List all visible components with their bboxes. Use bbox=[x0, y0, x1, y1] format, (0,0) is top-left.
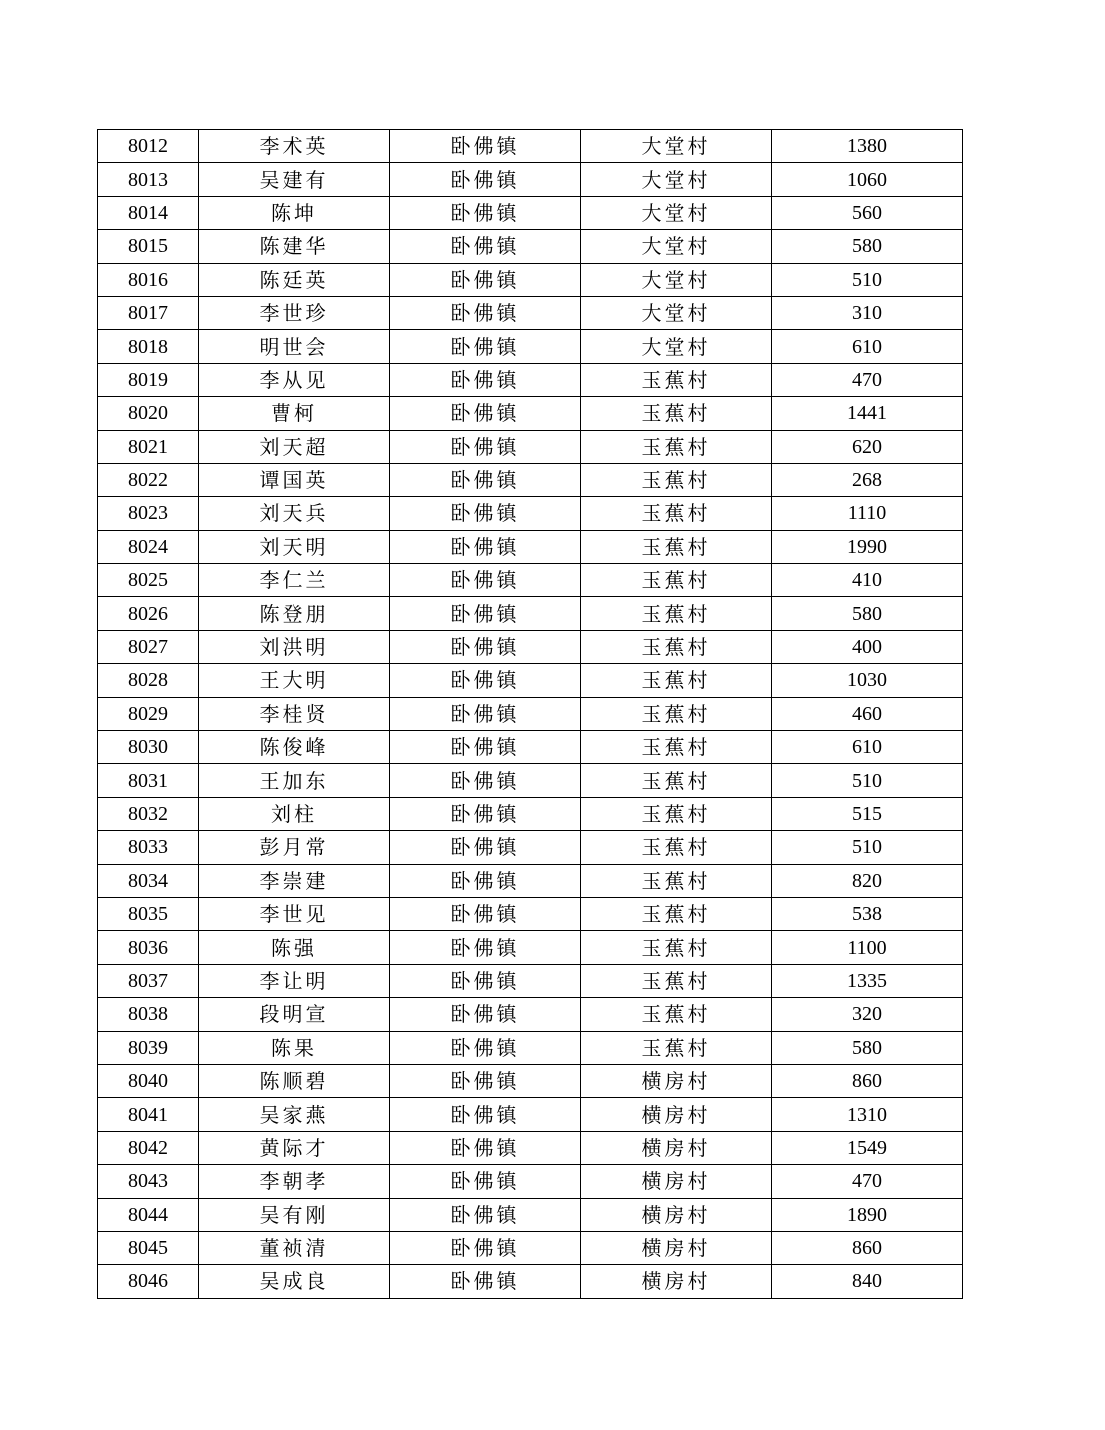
name-cell: 段明宣 bbox=[199, 998, 390, 1031]
table-row bbox=[98, 196, 963, 229]
row-id-cell: 8045 bbox=[98, 1231, 199, 1264]
town-cell: 卧佛镇 bbox=[390, 697, 581, 730]
village-cell: 横房村 bbox=[581, 1131, 772, 1164]
town-cell: 卧佛镇 bbox=[390, 864, 581, 897]
table-row bbox=[98, 1198, 963, 1231]
table-row bbox=[98, 1265, 963, 1298]
name-cell: 陈登朋 bbox=[199, 597, 390, 630]
name-cell: 李让明 bbox=[199, 964, 390, 997]
name-cell: 陈强 bbox=[199, 931, 390, 964]
amount-cell: 620 bbox=[772, 430, 963, 463]
name-cell: 李仁兰 bbox=[199, 564, 390, 597]
amount-cell: 1549 bbox=[772, 1131, 963, 1164]
town-cell: 卧佛镇 bbox=[390, 998, 581, 1031]
amount-cell: 1030 bbox=[772, 664, 963, 697]
name-cell: 陈顺碧 bbox=[199, 1064, 390, 1097]
town-cell: 卧佛镇 bbox=[390, 196, 581, 229]
town-cell: 卧佛镇 bbox=[390, 964, 581, 997]
table-row bbox=[98, 1231, 963, 1264]
village-cell: 玉蕉村 bbox=[581, 630, 772, 663]
name-cell: 谭国英 bbox=[199, 463, 390, 496]
row-id-cell: 8016 bbox=[98, 263, 199, 296]
table-row bbox=[98, 964, 963, 997]
name-cell: 陈建华 bbox=[199, 230, 390, 263]
row-id-cell: 8014 bbox=[98, 196, 199, 229]
name-cell: 刘柱 bbox=[199, 797, 390, 830]
name-cell: 李朝孝 bbox=[199, 1165, 390, 1198]
row-id-cell: 8033 bbox=[98, 831, 199, 864]
row-id-cell: 8038 bbox=[98, 998, 199, 1031]
name-cell: 李世珍 bbox=[199, 296, 390, 329]
table-row bbox=[98, 697, 963, 730]
name-cell: 王加东 bbox=[199, 764, 390, 797]
town-cell: 卧佛镇 bbox=[390, 497, 581, 530]
town-cell: 卧佛镇 bbox=[390, 1098, 581, 1131]
name-cell: 刘洪明 bbox=[199, 630, 390, 663]
name-cell: 李术英 bbox=[199, 130, 390, 163]
town-cell: 卧佛镇 bbox=[390, 630, 581, 663]
table-row bbox=[98, 1098, 963, 1131]
table-row bbox=[98, 931, 963, 964]
village-cell: 玉蕉村 bbox=[581, 1031, 772, 1064]
town-cell: 卧佛镇 bbox=[390, 397, 581, 430]
table-row bbox=[98, 497, 963, 530]
village-cell: 玉蕉村 bbox=[581, 697, 772, 730]
amount-cell: 510 bbox=[772, 764, 963, 797]
table-row bbox=[98, 1131, 963, 1164]
name-cell: 陈廷英 bbox=[199, 263, 390, 296]
amount-cell: 1110 bbox=[772, 497, 963, 530]
amount-cell: 538 bbox=[772, 897, 963, 930]
amount-cell: 1100 bbox=[772, 931, 963, 964]
table-row bbox=[98, 430, 963, 463]
table-row bbox=[98, 630, 963, 663]
amount-cell: 580 bbox=[772, 1031, 963, 1064]
village-cell: 玉蕉村 bbox=[581, 731, 772, 764]
row-id-cell: 8037 bbox=[98, 964, 199, 997]
amount-cell: 320 bbox=[772, 998, 963, 1031]
amount-cell: 840 bbox=[772, 1265, 963, 1298]
name-cell: 彭月常 bbox=[199, 831, 390, 864]
amount-cell: 470 bbox=[772, 363, 963, 396]
village-cell: 玉蕉村 bbox=[581, 931, 772, 964]
town-cell: 卧佛镇 bbox=[390, 263, 581, 296]
village-cell: 玉蕉村 bbox=[581, 897, 772, 930]
row-id-cell: 8036 bbox=[98, 931, 199, 964]
village-cell: 大堂村 bbox=[581, 330, 772, 363]
table-row bbox=[98, 263, 963, 296]
town-cell: 卧佛镇 bbox=[390, 163, 581, 196]
amount-cell: 510 bbox=[772, 831, 963, 864]
row-id-cell: 8030 bbox=[98, 731, 199, 764]
row-id-cell: 8026 bbox=[98, 597, 199, 630]
amount-cell: 580 bbox=[772, 230, 963, 263]
table-body bbox=[98, 130, 963, 1299]
village-cell: 横房村 bbox=[581, 1198, 772, 1231]
town-cell: 卧佛镇 bbox=[390, 1064, 581, 1097]
table-row bbox=[98, 664, 963, 697]
row-id-cell: 8034 bbox=[98, 864, 199, 897]
village-cell: 玉蕉村 bbox=[581, 664, 772, 697]
amount-cell: 470 bbox=[772, 1165, 963, 1198]
table-row bbox=[98, 530, 963, 563]
data-table-container bbox=[97, 129, 963, 1299]
town-cell: 卧佛镇 bbox=[390, 363, 581, 396]
town-cell: 卧佛镇 bbox=[390, 797, 581, 830]
town-cell: 卧佛镇 bbox=[390, 764, 581, 797]
table-row bbox=[98, 731, 963, 764]
row-id-cell: 8035 bbox=[98, 897, 199, 930]
data-table bbox=[97, 129, 963, 1299]
village-cell: 玉蕉村 bbox=[581, 597, 772, 630]
village-cell: 横房村 bbox=[581, 1265, 772, 1298]
town-cell: 卧佛镇 bbox=[390, 1031, 581, 1064]
town-cell: 卧佛镇 bbox=[390, 1165, 581, 1198]
village-cell: 玉蕉村 bbox=[581, 964, 772, 997]
village-cell: 玉蕉村 bbox=[581, 397, 772, 430]
name-cell: 吴成良 bbox=[199, 1265, 390, 1298]
town-cell: 卧佛镇 bbox=[390, 230, 581, 263]
row-id-cell: 8043 bbox=[98, 1165, 199, 1198]
name-cell: 明世会 bbox=[199, 330, 390, 363]
village-cell: 玉蕉村 bbox=[581, 363, 772, 396]
table-row bbox=[98, 998, 963, 1031]
town-cell: 卧佛镇 bbox=[390, 430, 581, 463]
row-id-cell: 8039 bbox=[98, 1031, 199, 1064]
amount-cell: 1890 bbox=[772, 1198, 963, 1231]
village-cell: 大堂村 bbox=[581, 196, 772, 229]
town-cell: 卧佛镇 bbox=[390, 664, 581, 697]
village-cell: 玉蕉村 bbox=[581, 864, 772, 897]
village-cell: 横房村 bbox=[581, 1064, 772, 1097]
name-cell: 董祯清 bbox=[199, 1231, 390, 1264]
row-id-cell: 8027 bbox=[98, 630, 199, 663]
name-cell: 吴建有 bbox=[199, 163, 390, 196]
amount-cell: 460 bbox=[772, 697, 963, 730]
row-id-cell: 8046 bbox=[98, 1265, 199, 1298]
amount-cell: 1060 bbox=[772, 163, 963, 196]
town-cell: 卧佛镇 bbox=[390, 597, 581, 630]
name-cell: 王大明 bbox=[199, 664, 390, 697]
row-id-cell: 8021 bbox=[98, 430, 199, 463]
name-cell: 吴家燕 bbox=[199, 1098, 390, 1131]
amount-cell: 515 bbox=[772, 797, 963, 830]
name-cell: 李从见 bbox=[199, 363, 390, 396]
amount-cell: 1990 bbox=[772, 530, 963, 563]
name-cell: 吴有刚 bbox=[199, 1198, 390, 1231]
table-row bbox=[98, 864, 963, 897]
village-cell: 玉蕉村 bbox=[581, 797, 772, 830]
table-row bbox=[98, 397, 963, 430]
table-row bbox=[98, 831, 963, 864]
village-cell: 大堂村 bbox=[581, 130, 772, 163]
name-cell: 陈坤 bbox=[199, 196, 390, 229]
amount-cell: 1310 bbox=[772, 1098, 963, 1131]
row-id-cell: 8018 bbox=[98, 330, 199, 363]
name-cell: 陈俊峰 bbox=[199, 731, 390, 764]
village-cell: 横房村 bbox=[581, 1098, 772, 1131]
village-cell: 大堂村 bbox=[581, 163, 772, 196]
name-cell: 李桂贤 bbox=[199, 697, 390, 730]
row-id-cell: 8028 bbox=[98, 664, 199, 697]
row-id-cell: 8025 bbox=[98, 564, 199, 597]
row-id-cell: 8015 bbox=[98, 230, 199, 263]
table-row bbox=[98, 296, 963, 329]
amount-cell: 820 bbox=[772, 864, 963, 897]
amount-cell: 1441 bbox=[772, 397, 963, 430]
amount-cell: 510 bbox=[772, 263, 963, 296]
village-cell: 玉蕉村 bbox=[581, 497, 772, 530]
amount-cell: 1335 bbox=[772, 964, 963, 997]
name-cell: 李崇建 bbox=[199, 864, 390, 897]
table-row bbox=[98, 163, 963, 196]
town-cell: 卧佛镇 bbox=[390, 296, 581, 329]
town-cell: 卧佛镇 bbox=[390, 1265, 581, 1298]
town-cell: 卧佛镇 bbox=[390, 831, 581, 864]
village-cell: 横房村 bbox=[581, 1231, 772, 1264]
amount-cell: 610 bbox=[772, 731, 963, 764]
amount-cell: 580 bbox=[772, 597, 963, 630]
amount-cell: 860 bbox=[772, 1064, 963, 1097]
table-row bbox=[98, 1165, 963, 1198]
table-row bbox=[98, 564, 963, 597]
name-cell: 黄际才 bbox=[199, 1131, 390, 1164]
village-cell: 玉蕉村 bbox=[581, 764, 772, 797]
village-cell: 大堂村 bbox=[581, 263, 772, 296]
town-cell: 卧佛镇 bbox=[390, 463, 581, 496]
table-row bbox=[98, 797, 963, 830]
table-row bbox=[98, 130, 963, 163]
name-cell: 曹柯 bbox=[199, 397, 390, 430]
village-cell: 玉蕉村 bbox=[581, 430, 772, 463]
row-id-cell: 8012 bbox=[98, 130, 199, 163]
row-id-cell: 8040 bbox=[98, 1064, 199, 1097]
town-cell: 卧佛镇 bbox=[390, 1198, 581, 1231]
table-row bbox=[98, 463, 963, 496]
table-row bbox=[98, 597, 963, 630]
table-row bbox=[98, 897, 963, 930]
village-cell: 玉蕉村 bbox=[581, 530, 772, 563]
row-id-cell: 8020 bbox=[98, 397, 199, 430]
row-id-cell: 8024 bbox=[98, 530, 199, 563]
village-cell: 玉蕉村 bbox=[581, 564, 772, 597]
row-id-cell: 8041 bbox=[98, 1098, 199, 1131]
table-row bbox=[98, 330, 963, 363]
village-cell: 玉蕉村 bbox=[581, 998, 772, 1031]
town-cell: 卧佛镇 bbox=[390, 530, 581, 563]
town-cell: 卧佛镇 bbox=[390, 897, 581, 930]
row-id-cell: 8031 bbox=[98, 764, 199, 797]
amount-cell: 268 bbox=[772, 463, 963, 496]
town-cell: 卧佛镇 bbox=[390, 330, 581, 363]
town-cell: 卧佛镇 bbox=[390, 731, 581, 764]
table-row bbox=[98, 1064, 963, 1097]
name-cell: 刘天明 bbox=[199, 530, 390, 563]
amount-cell: 860 bbox=[772, 1231, 963, 1264]
row-id-cell: 8022 bbox=[98, 463, 199, 496]
row-id-cell: 8042 bbox=[98, 1131, 199, 1164]
amount-cell: 610 bbox=[772, 330, 963, 363]
amount-cell: 400 bbox=[772, 630, 963, 663]
village-cell: 玉蕉村 bbox=[581, 831, 772, 864]
row-id-cell: 8023 bbox=[98, 497, 199, 530]
town-cell: 卧佛镇 bbox=[390, 1131, 581, 1164]
town-cell: 卧佛镇 bbox=[390, 564, 581, 597]
row-id-cell: 8044 bbox=[98, 1198, 199, 1231]
name-cell: 李世见 bbox=[199, 897, 390, 930]
town-cell: 卧佛镇 bbox=[390, 1231, 581, 1264]
village-cell: 玉蕉村 bbox=[581, 463, 772, 496]
name-cell: 刘天超 bbox=[199, 430, 390, 463]
name-cell: 陈果 bbox=[199, 1031, 390, 1064]
table-row bbox=[98, 1031, 963, 1064]
village-cell: 横房村 bbox=[581, 1165, 772, 1198]
table-row bbox=[98, 230, 963, 263]
name-cell: 刘天兵 bbox=[199, 497, 390, 530]
town-cell: 卧佛镇 bbox=[390, 931, 581, 964]
table-row bbox=[98, 764, 963, 797]
row-id-cell: 8029 bbox=[98, 697, 199, 730]
village-cell: 大堂村 bbox=[581, 296, 772, 329]
amount-cell: 310 bbox=[772, 296, 963, 329]
row-id-cell: 8032 bbox=[98, 797, 199, 830]
row-id-cell: 8013 bbox=[98, 163, 199, 196]
table-row bbox=[98, 363, 963, 396]
town-cell: 卧佛镇 bbox=[390, 130, 581, 163]
amount-cell: 560 bbox=[772, 196, 963, 229]
row-id-cell: 8017 bbox=[98, 296, 199, 329]
amount-cell: 1380 bbox=[772, 130, 963, 163]
row-id-cell: 8019 bbox=[98, 363, 199, 396]
amount-cell: 410 bbox=[772, 564, 963, 597]
village-cell: 大堂村 bbox=[581, 230, 772, 263]
